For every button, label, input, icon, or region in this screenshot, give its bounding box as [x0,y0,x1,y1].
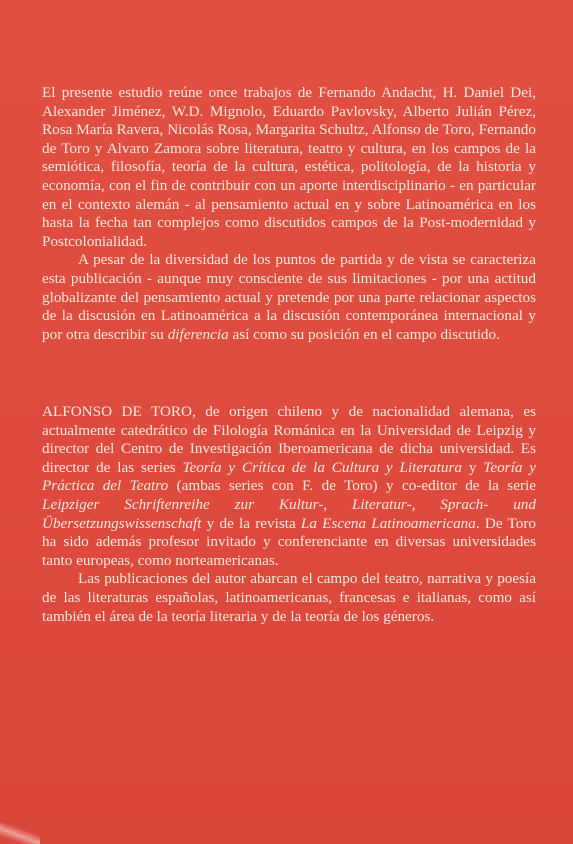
journal-title: La Escena Latinoamericana [300,514,476,532]
biography-text-e: . De Toro ha sido además profesor invitado y conferenciante en diversas universidades tanto europeas, como norteamericanas. [42,514,536,569]
biography-paragraph-2: Las publicaciones del autor abarcan el campo del teatro, narrativa y poesía de las literaturas españolas, latinoamericanas, francesas e italianas, como así también el área de la teoría literaria y de la teoría de los géneros. [42,570,536,625]
description-paragraph-2 [42,251,536,344]
description-paragraph-1: El presente estudio reúne once trabajos de Fernando Andacht, H. Daniel Dei, Alexander Jiménez, W.D. Mignolo, Eduardo Pavlovsky, Alberto Julián Pérez, Rosa María Ravera, Nicolás Rosa, Margarita Schultz, Alfonso de Toro, Fernando de Toro y Alvaro Zamora sobre literatura, teatro y cultura, en los campos de la semiótica, filosofía, teoría de la cultura, estética, politología, de la historia y economía, con el fin de contribuir con un aporte interdisciplinario - en particular en el contexto alemán - al pensamiento actual en y sobre Latinoamérica en los hasta la fecha tan complejos como discutidos campos de la Post-modernidad y Postcolonialidad. [42,84,536,250]
biography-text-d: y de la revista [201,514,301,532]
series-title-2: Teoría y Práctica del Teatro [42,458,537,495]
author-biography [42,403,536,626]
series-title-3: Leipziger Schriftenreihe zur Kultur-, Literatur-, Sprach- und Übersetzungswissenschaft [42,495,536,532]
corner-fold-mark [0,820,40,844]
description-paragraph-2-text-start: A pesar de la diversidad de los puntos de partida y de vista se caracteriza esta publicación - aunque muy consciente de sus limitaciones - por una actitud globalizante del pensamiento actual y pretende por una parte relacionar aspectos de la discusión en Latinoamérica a la discusión contemporánea internacional y por otra describir su [42,251,536,343]
description-paragraph-2-text-end: así como su posición en el campo discutido. [228,325,500,343]
author-name: ALFONSO DE TORO [42,403,193,420]
book-description [42,84,536,344]
emphasis-diferencia: diferencia [167,325,229,343]
biography-text-a: , de origen chileno y de nacionalidad alemana, es actualmente catedrático de Filología Románica en la Universidad de Leipzig y director del Centro de Investigación Iberoamericana de dicha universidad. Es director de las series [42,403,536,476]
biography-text-b: y [461,458,484,476]
biography-paragraph-1 [42,403,536,570]
series-title-1: Teoría y Crítica de la Cultura y Literatura [182,458,462,476]
biography-text-c: (ambas series con F. de Toro) y co-editor de la serie [168,477,536,495]
